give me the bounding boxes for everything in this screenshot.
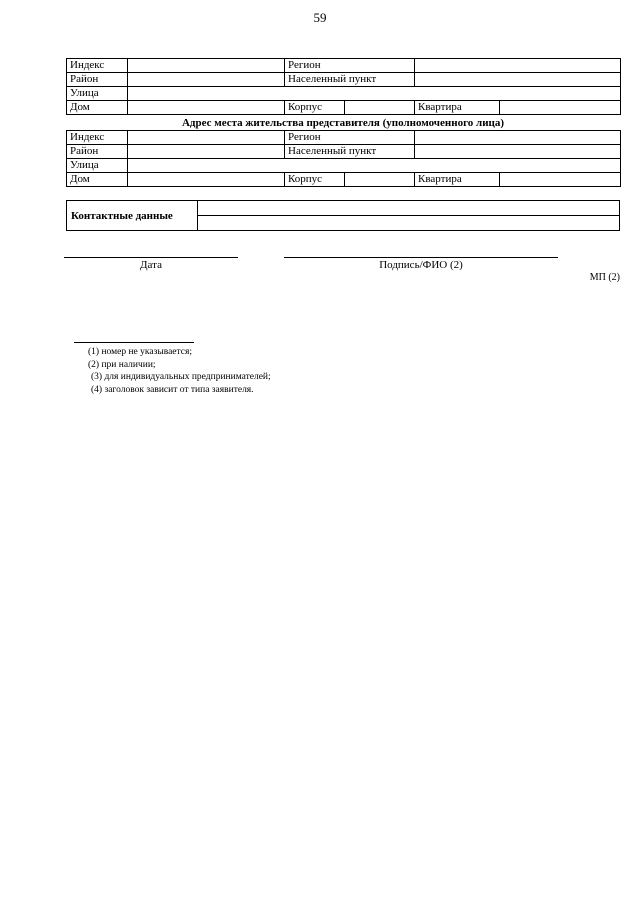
locality-field[interactable] xyxy=(415,73,621,87)
house-field[interactable] xyxy=(128,173,285,187)
contact-data-line[interactable] xyxy=(198,216,619,230)
apartment-field[interactable] xyxy=(500,101,621,115)
district-field[interactable] xyxy=(128,73,285,87)
footnote-1: (1) номер не указывается; xyxy=(88,347,192,357)
building-field[interactable] xyxy=(345,101,415,115)
building-label: Корпус xyxy=(285,101,345,115)
building-field[interactable] xyxy=(345,173,415,187)
footnote-3: (3) для индивидуальных предпринимателей; xyxy=(91,372,271,382)
contact-data-table xyxy=(66,200,620,231)
locality-label: Населенный пункт xyxy=(285,145,415,159)
footnote-4: (4) заголовок зависит от типа заявителя. xyxy=(91,384,254,395)
stamp-label: МП (2) xyxy=(589,272,620,283)
applicant-address-table xyxy=(66,58,621,115)
date-label: Дата xyxy=(140,259,162,271)
building-label: Корпус xyxy=(285,173,345,187)
index-label: Индекс xyxy=(67,131,128,145)
apartment-label: Квартира xyxy=(415,173,500,187)
date-line[interactable] xyxy=(64,257,238,258)
apartment-label: Квартира xyxy=(415,101,500,115)
index-label: Индекс xyxy=(67,59,128,73)
region-field[interactable] xyxy=(415,59,621,73)
house-label: Дом xyxy=(67,173,128,187)
footnote-separator xyxy=(74,342,194,343)
street-field[interactable] xyxy=(128,87,621,101)
region-field[interactable] xyxy=(415,131,621,145)
signature-line[interactable] xyxy=(284,257,558,258)
region-label: Регион xyxy=(285,131,415,145)
page-number: 59 xyxy=(313,10,327,25)
locality-field[interactable] xyxy=(415,145,621,159)
representative-address-heading: Адрес места жительства представителя (уполномоченного лица) xyxy=(181,117,505,129)
contact-data-line[interactable] xyxy=(198,201,619,216)
footnotes xyxy=(88,346,271,396)
street-label: Улица xyxy=(67,87,128,101)
street-label: Улица xyxy=(67,159,128,173)
index-field[interactable] xyxy=(128,59,285,73)
locality-label: Населенный пункт xyxy=(285,73,415,87)
house-field[interactable] xyxy=(128,101,285,115)
district-label: Район xyxy=(67,73,128,87)
street-field[interactable] xyxy=(128,159,621,173)
representative-address-table xyxy=(66,130,621,187)
index-field[interactable] xyxy=(128,131,285,145)
region-label: Регион xyxy=(285,59,415,73)
district-field[interactable] xyxy=(128,145,285,159)
signature-label: Подпись/ФИО (2) xyxy=(379,259,463,271)
apartment-field[interactable] xyxy=(500,173,621,187)
footnote-2: (2) при наличии; xyxy=(88,359,156,370)
house-label: Дом xyxy=(67,101,128,115)
contact-data-label: Контактные данные xyxy=(67,201,198,231)
district-label: Район xyxy=(67,145,128,159)
contact-data-field[interactable] xyxy=(198,201,620,231)
